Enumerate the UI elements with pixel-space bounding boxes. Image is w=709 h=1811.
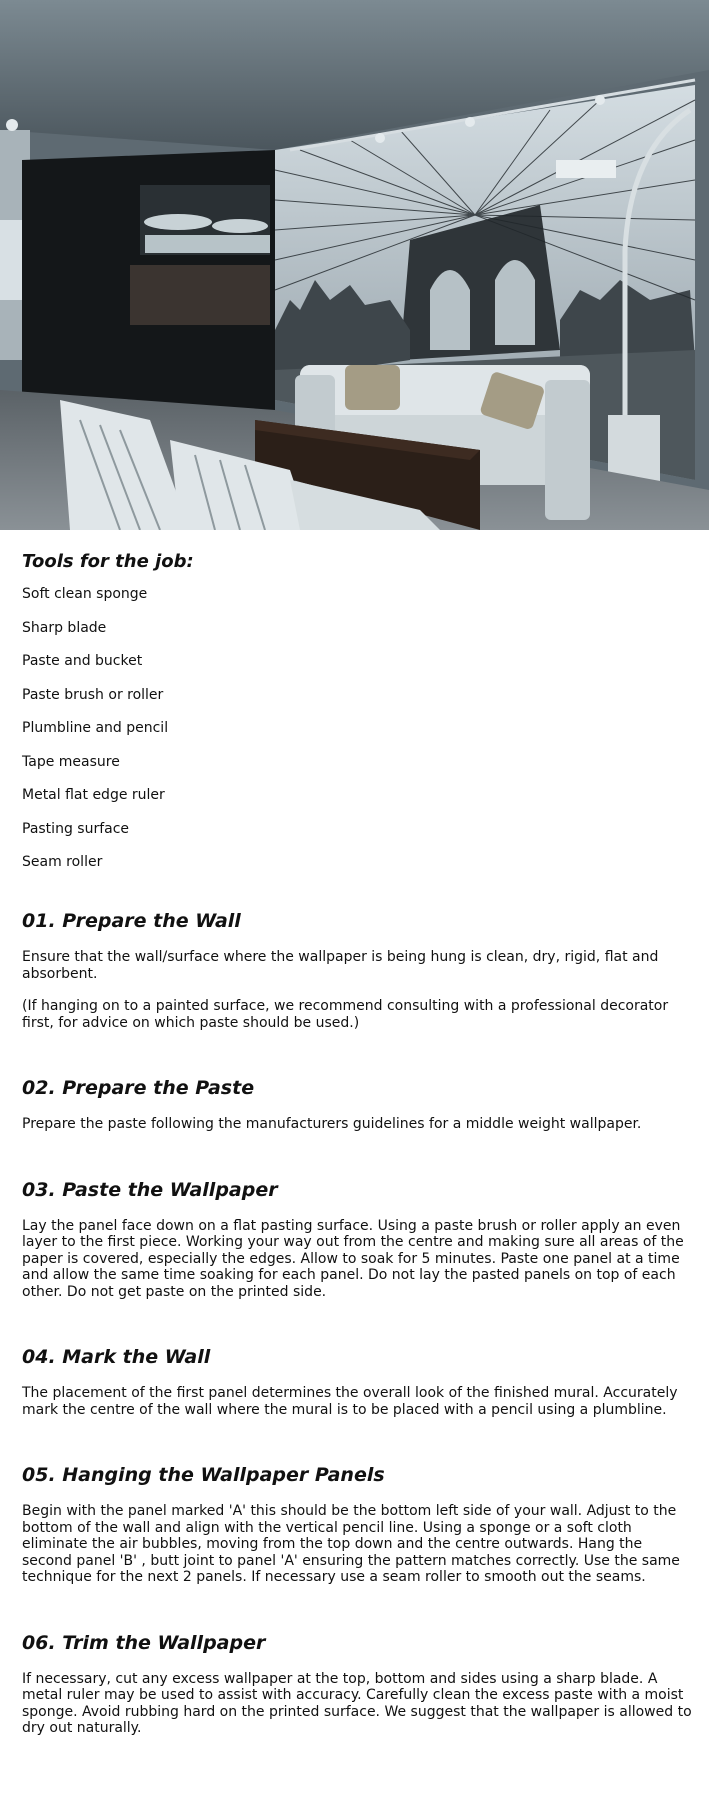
tool-item: Sharp blade	[22, 619, 107, 636]
step-mark-wall	[22, 1346, 697, 1418]
step-prepare-wall	[22, 910, 697, 1031]
step-text: Begin with the panel marked 'A' this should be the bottom left side of your wall. Adjust to the bottom of the wall and align with the vertical pencil line. Using a sponge or a soft cloth eliminate the air bubbles, moving from the top down and the centre outwards. Hang the second panel 'B' , butt joint to panel 'A' ensuring the pattern matches correctly. Use the same technique for the next 2 panels. If necessary use a seam roller to smooth out the seams.	[22, 1503, 680, 1585]
tools-list	[22, 586, 697, 870]
step-heading: 03. Paste the Wallpaper	[22, 1178, 278, 1201]
tool-item: Pasting surface	[22, 820, 130, 837]
tool-item: Paste brush or roller	[22, 686, 164, 703]
tools-section	[22, 552, 697, 870]
tool-item: Metal flat edge ruler	[22, 787, 165, 803]
instructions-content	[0, 530, 709, 1737]
tool-item: Seam roller	[22, 854, 103, 870]
tool-item: Tape measure	[22, 753, 120, 770]
step-text: Prepare the paste following the manufacturers guidelines for a middle weight wallpaper.	[22, 1116, 642, 1132]
step-paste-wallpaper	[22, 1179, 697, 1301]
step-text: The placement of the first panel determines the overall look of the finished mural. Accurately mark the centre of the wall where the mural is to be placed with a pencil using a plumbline.	[22, 1385, 678, 1418]
step-heading: 05. Hanging the Wallpaper Panels	[22, 1464, 385, 1486]
step-hanging-panels	[22, 1464, 697, 1586]
mural-room-photo	[0, 0, 709, 530]
tool-item: Soft clean sponge	[22, 586, 148, 602]
step-text: Lay the panel face down on a flat pasting surface. Using a paste brush or roller apply an even layer to the first piece. Working your way out from the centre and making sure all areas of the paper is covered, especially the edges. Allow to soak for 5 minutes. Paste one panel at a time and allow the same time soaking for each panel. Do not lay the pasted panels on top of each other. Do not get paste on the printed side.	[22, 1217, 684, 1300]
step-text: (If hanging on to a painted surface, we recommend consulting with a professional decorator first, for advice on which paste should be used.)	[22, 998, 669, 1031]
step-heading: 04. Mark the Wall	[22, 1346, 211, 1368]
tools-title: Tools for the job:	[22, 551, 194, 572]
tool-item: Paste and bucket	[22, 653, 143, 669]
step-trim-wallpaper	[22, 1632, 697, 1737]
step-heading: 02. Prepare the Paste	[22, 1077, 255, 1099]
step-text: Ensure that the wall/surface where the wallpaper is being hung is clean, dry, rigid, flat and absorbent.	[22, 949, 659, 982]
step-prepare-paste	[22, 1077, 697, 1133]
hero-image	[0, 0, 709, 530]
step-heading: 06. Trim the Wallpaper	[22, 1631, 266, 1654]
tool-item: Plumbline and pencil	[22, 720, 169, 736]
step-heading: 01. Prepare the Wall	[22, 910, 241, 932]
step-text: If necessary, cut any excess wallpaper at the top, bottom and sides using a sharp blade. A metal ruler may be used to assist with accuracy. Carefully clean the excess paste with a moist sponge. Avoid rubbing hard on the printed surface. We suggest that the wallpaper is allowed to dry out naturally.	[22, 1670, 692, 1736]
